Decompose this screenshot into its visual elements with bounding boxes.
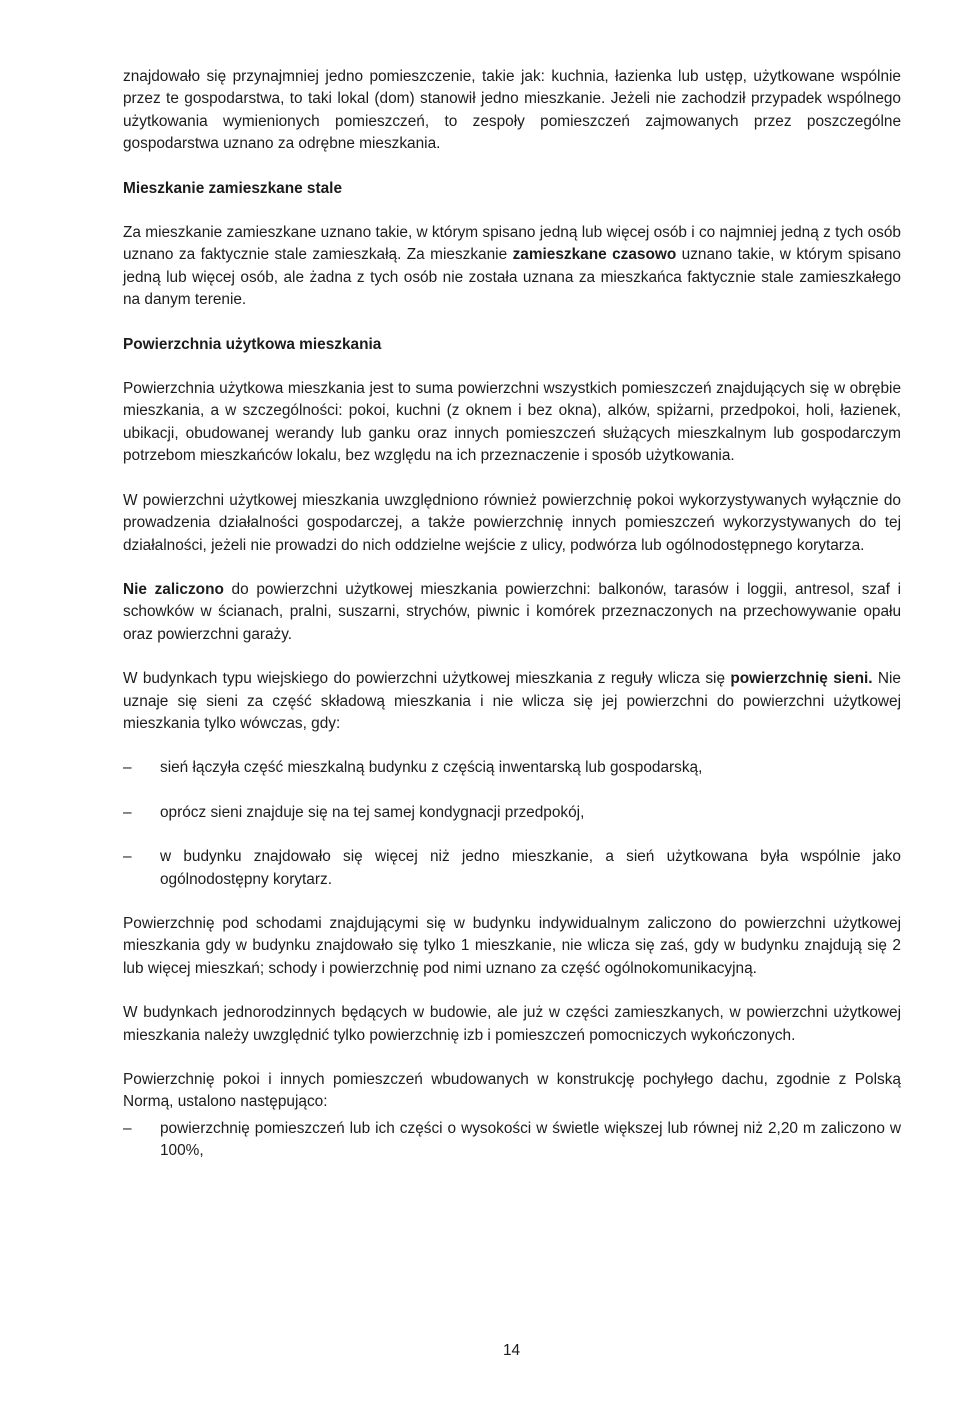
list-item-text: oprócz sieni znajduje się na tej samej kondygnacji przedpokój, — [160, 803, 585, 821]
list-pochyly-dach — [123, 1118, 901, 1163]
paragraph-dzialalnosc-gospodarcza: W powierzchni użytkowej mieszkania uwzględniono również powierzchnię pokoi wykorzystywanych wyłącznie do prowadzenia działalności gospodarczej, a także powierzchnię innych pomieszczeń wykorzystywanych do tej działalności, jeżeli nie prowadzi do nich oddzielne wejście z ulicy, podwórza lub ogólnodostępnego korytarza. — [123, 491, 901, 554]
paragraph-nie-zaliczono — [123, 579, 901, 646]
list-sien-conditions — [123, 757, 901, 891]
paragraph-nie-zaliczono-rest: do powierzchni użytkowej mieszkania powierzchni: balkonów, tarasów i loggii, antresol, szaf i schowków w ścianach, pralni, suszarni, strychów, piwnic i komórek przeznaczonych na przechowywanie opału oraz powierzchni garaży. — [123, 580, 901, 643]
list-item — [123, 757, 901, 779]
list-item-text: powierzchnię pomieszczeń lub ich części o wysokości w świetle większej lub równej niż 2,20 m zaliczono w 100%, — [160, 1119, 901, 1160]
paragraph-powierzchnia-definicja: Powierzchnia użytkowa mieszkania jest to suma powierzchni wszystkich pomieszczeń znajdujących się w obrębie mieszkania, a w szczególności: pokoi, kuchni (z oknem i bez okna), alków, spiżarni, przedpokoi, holi, łazienek, ubikacji, obudowanej werandy lub ganku oraz innych pomieszczeń służących mieszkalnym lub gospodarczym potrzebom mieszkańców lokalu, bez względu na ich przeznaczenie i sposób użytkowania. — [123, 380, 901, 465]
list-item — [123, 846, 901, 891]
list-item — [123, 802, 901, 824]
term-zamieszkane-czasowo: zamieszkane czasowo — [512, 246, 677, 264]
paragraph-sien-part-c: Nie uznaje się sieni za część składową mieszkania i nie wlicza się jej powierzchni do powierzchni użytkowej mieszkania tylko wówczas, gdy: — [123, 670, 901, 732]
dash-bullet: – — [123, 759, 132, 777]
paragraph-sien — [123, 668, 901, 735]
term-powierzchnie-sieni: powierzchnię sieni. — [730, 670, 873, 688]
list-item-text: sień łączyła część mieszkalną budynku z częścią inwentarską lub gospodarską, — [160, 759, 703, 777]
paragraph-zamieszkane-part-a: Za mieszkanie zamieszkane uznano takie, w którym spisano jedną lub więcej osób i co najmniej jedną z tych osób uznano za faktycznie stale zamieszkałą. Za mieszkanie — [123, 224, 901, 264]
paragraph-pod-schodami: Powierzchnię pod schodami znajdującymi się w budynku indywidualnym zaliczono do powierzchni użytkowej mieszkania gdy w budynku znajdowało się tylko 1 mieszkanie, nie wlicza się zaś, gdy w budynku znajdują się 2 lub więcej mieszkań; schody i powierzchnię pod nimi uznano za część ogólnokomunikacyjną. — [123, 914, 901, 977]
paragraph-w-budowie: W budynkach jednorodzinnych będących w budowie, ale już w części zamieszkanych, w powierzchni użytkowej mieszkania należy uwzględnić tylko powierzchnię izb i pomieszczeń pomocniczych wykończonych. — [123, 1004, 901, 1044]
paragraph-pochyly-dach: Powierzchnię pokoi i innych pomieszczeń wbudowanych w konstrukcję pochyłego dachu, zgodnie z Polską Normą, ustalono następująco: — [123, 1071, 901, 1111]
paragraph-zamieszkane-part-c: uznano takie, w którym spisano jedną lub więcej osób, ale żadna z tych osób nie została uznana za mieszkańca faktycznie stale zamieszkałego na danym terenie. — [123, 246, 901, 309]
heading-powierzchnia-uzytkowa: Powierzchnia użytkowa mieszkania — [123, 335, 382, 353]
heading-mieszkanie-zamieszkane-stale: Mieszkanie zamieszkane stale — [123, 179, 343, 197]
dash-bullet: – — [123, 1119, 132, 1137]
page-number: 14 — [503, 1342, 521, 1359]
dash-bullet: – — [123, 848, 132, 866]
list-item-text: w budynku znajdowało się więcej niż jedno mieszkanie, a sień użytkowana była wspólnie jako ogólnodostępny korytarz. — [160, 848, 901, 888]
paragraph-intro: znajdowało się przynajmniej jedno pomieszczenie, takie jak: kuchnia, łazienka lub ustęp, użytkowane wspólnie przez te gospodarstwa, to taki lokal (dom) stanowił jedno mieszkanie. Jeżeli nie zachodził przypadek wspólnego użytkowania wymienionych pomieszczeń, to zespoły pomieszczeń zajmowanych przez poszczególne gospodarstwa uznano za odrębne mieszkania. — [123, 68, 901, 153]
term-nie-zaliczono: Nie zaliczono — [123, 580, 224, 598]
dash-bullet: – — [123, 803, 132, 821]
paragraph-zamieszkane — [123, 222, 901, 312]
paragraph-sien-part-a: W budynkach typu wiejskiego do powierzchni użytkowej mieszkania z reguły wlicza się — [123, 670, 731, 688]
document-body — [123, 66, 901, 1163]
list-item — [123, 1118, 901, 1163]
